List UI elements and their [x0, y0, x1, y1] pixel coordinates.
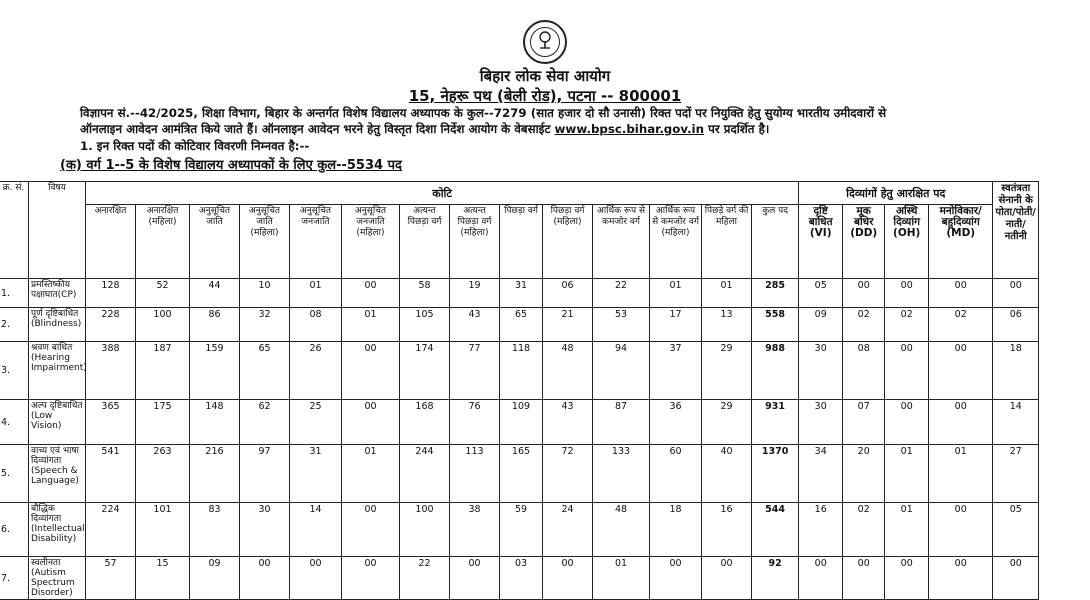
row-subject: स्वलीनता (Autism Spectrum Disorder)	[29, 557, 86, 600]
row-total-cell: 1370	[752, 445, 799, 503]
row-value-cell: 00	[885, 400, 929, 445]
row-value-cell: 175	[136, 400, 190, 445]
col-header-unreserved: अनारक्षित	[86, 205, 136, 279]
row-value-cell: 128	[86, 279, 136, 308]
row-serial: 1.	[0, 279, 29, 308]
row-value-cell: 31	[500, 279, 543, 308]
row-value-cell: 118	[500, 342, 543, 400]
col-header-bc-female: पिछड़ा वर्ग (महिला)	[543, 205, 593, 279]
row-value-cell: 105	[400, 308, 450, 342]
row-value-cell: 388	[86, 342, 136, 400]
row-subject: श्रवण बाधित (Hearing Impairment)	[29, 342, 86, 400]
row-value-cell: 59	[500, 503, 543, 557]
notice-line-2	[80, 121, 769, 137]
row-value-cell: 224	[86, 503, 136, 557]
row-value-cell: 38	[450, 503, 500, 557]
row-subject: अल्प दृष्टिबाधित (Low Vision)	[29, 400, 86, 445]
row-value-cell: 00	[342, 279, 400, 308]
row-value-cell: 07	[843, 400, 885, 445]
table-row	[0, 342, 1039, 400]
tree-emblem-icon	[537, 31, 553, 49]
row-value-cell: 00	[342, 400, 400, 445]
row-value-cell: 60	[650, 445, 702, 503]
row-value-cell: 02	[843, 503, 885, 557]
group-header-divyang: दिव्यांगों हेतु आरक्षित पद	[799, 182, 993, 205]
row-value-cell: 187	[136, 342, 190, 400]
row-value-cell: 15	[136, 557, 190, 600]
row-value-cell: 30	[799, 400, 843, 445]
row-value-cell: 00	[885, 279, 929, 308]
row-value-cell: 159	[190, 342, 240, 400]
row-value-cell: 18	[993, 342, 1039, 400]
row-value-cell: 20	[843, 445, 885, 503]
row-value-cell: 100	[400, 503, 450, 557]
row-value-cell: 05	[993, 503, 1039, 557]
row-value-cell: 13	[702, 308, 752, 342]
col-header-st-female: अनुसूचित जनजाति (महिला)	[342, 205, 400, 279]
row-value-cell: 148	[190, 400, 240, 445]
section-heading-count: 5534 पद	[346, 158, 402, 173]
col-header-bc-women: पिछड़े वर्ग की महिला	[702, 205, 752, 279]
row-total-cell: 558	[752, 308, 799, 342]
row-subject: बौद्धिक दिव्यांगता (Intellectual Disability)	[29, 503, 86, 557]
row-serial: 7.	[0, 557, 29, 600]
row-value-cell: 216	[190, 445, 240, 503]
row-serial: 4.	[0, 400, 29, 445]
row-value-cell: 87	[593, 400, 650, 445]
row-value-cell: 48	[543, 342, 593, 400]
col-header-oh: अस्थि दिव्यांग (OH)	[885, 205, 929, 279]
row-value-cell: 09	[799, 308, 843, 342]
row-value-cell: 43	[450, 308, 500, 342]
row-value-cell: 02	[843, 308, 885, 342]
row-value-cell: 133	[593, 445, 650, 503]
row-value-cell: 00	[450, 557, 500, 600]
row-value-cell: 01	[593, 557, 650, 600]
row-value-cell: 00	[993, 557, 1039, 600]
row-value-cell: 18	[650, 503, 702, 557]
row-value-cell: 29	[702, 400, 752, 445]
row-value-cell: 53	[593, 308, 650, 342]
row-value-cell: 00	[342, 342, 400, 400]
commission-title: बिहार लोक सेवा आयोग	[479, 67, 611, 85]
row-value-cell: 244	[400, 445, 450, 503]
row-value-cell: 58	[400, 279, 450, 308]
row-value-cell: 00	[342, 557, 400, 600]
row-value-cell: 02	[885, 308, 929, 342]
row-value-cell: 01	[650, 279, 702, 308]
row-value-cell: 01	[342, 445, 400, 503]
row-value-cell: 17	[650, 308, 702, 342]
row-value-cell: 31	[290, 445, 342, 503]
row-value-cell: 14	[993, 400, 1039, 445]
row-value-cell: 01	[885, 503, 929, 557]
table-row	[0, 557, 1039, 600]
row-value-cell: 01	[290, 279, 342, 308]
row-value-cell: 30	[799, 342, 843, 400]
row-value-cell: 52	[136, 279, 190, 308]
col-header-ebc: अत्यन्त पिछड़ा वर्ग	[400, 205, 450, 279]
row-value-cell: 263	[136, 445, 190, 503]
notice-line-2-prefix: ऑनलाइन आवेदन आमंत्रित किये जाते हैं। ऑनलाइन आवेदन भरने हेतु विस्तृत दिशा निर्देश आयोग के वेबसाईट	[80, 122, 551, 136]
row-value-cell: 40	[702, 445, 752, 503]
row-value-cell: 100	[136, 308, 190, 342]
row-value-cell: 27	[993, 445, 1039, 503]
notice-line-1: विज्ञापन सं.--42/2025, शिक्षा विभाग, बिहार के अन्तर्गत विशेष विद्यालय अध्यापक के कुल--7279 (सात हजार दो सौ उनासी) रिक्त पदों पर नियुक्ति हेतु सुयोग्य भारतीय उमीदवारों से	[80, 106, 887, 120]
row-serial: 5.	[0, 445, 29, 503]
row-value-cell: 00	[885, 557, 929, 600]
row-value-cell: 00	[929, 342, 993, 400]
commission-address: 15, नेहरू पथ (बेली रोड), पटना -- 800001	[408, 87, 682, 105]
row-value-cell: 22	[593, 279, 650, 308]
col-header-vi: दृष्टि बाधित (VI)	[799, 205, 843, 279]
row-value-cell: 00	[929, 503, 993, 557]
col-header-dd: मूक बधिर (DD)	[843, 205, 885, 279]
row-value-cell: 44	[190, 279, 240, 308]
row-value-cell: 541	[86, 445, 136, 503]
notice-line-3: 1. इन रिक्त पदों की कोटिवार विवरणी निम्नवत है:--	[80, 139, 310, 153]
table-row	[0, 503, 1039, 557]
row-value-cell: 08	[290, 308, 342, 342]
row-value-cell: 62	[240, 400, 290, 445]
row-value-cell: 65	[500, 308, 543, 342]
row-value-cell: 65	[240, 342, 290, 400]
row-value-cell: 228	[86, 308, 136, 342]
row-value-cell: 00	[290, 557, 342, 600]
row-value-cell: 00	[702, 557, 752, 600]
row-value-cell: 48	[593, 503, 650, 557]
row-value-cell: 00	[342, 503, 400, 557]
section-heading-prefix: (क) वर्ग 1--5 के विशेष विद्यालय अध्यापकों के लिए कुल--	[60, 158, 347, 173]
row-total-cell: 92	[752, 557, 799, 600]
row-value-cell: 00	[650, 557, 702, 600]
col-header-ews-female: आर्थिक रूप से कमजोर वर्ग (महिला)	[650, 205, 702, 279]
row-value-cell: 00	[240, 557, 290, 600]
table-row	[0, 308, 1039, 342]
col-header-serial: क्र. सं.	[0, 182, 29, 279]
row-value-cell: 00	[843, 557, 885, 600]
row-serial: 3.	[0, 342, 29, 400]
row-value-cell: 00	[929, 400, 993, 445]
row-total-cell: 285	[752, 279, 799, 308]
row-total-cell: 544	[752, 503, 799, 557]
row-value-cell: 77	[450, 342, 500, 400]
row-value-cell: 19	[450, 279, 500, 308]
row-value-cell: 16	[799, 503, 843, 557]
row-value-cell: 57	[86, 557, 136, 600]
row-value-cell: 36	[650, 400, 702, 445]
row-value-cell: 37	[650, 342, 702, 400]
row-value-cell: 101	[136, 503, 190, 557]
row-value-cell: 43	[543, 400, 593, 445]
vacancy-table	[0, 181, 1039, 600]
table-row	[0, 279, 1039, 308]
col-header-ebc-female: अत्यन्त पिछड़ा वर्ग (महिला)	[450, 205, 500, 279]
col-header-freedom-fighter: स्वतंत्रता सेनानी के पोता/पोती/नाती/नतीनी	[993, 182, 1039, 279]
col-header-md: मनोविकार/ बहुदिव्यांग (MD)	[929, 205, 993, 279]
row-value-cell: 26	[290, 342, 342, 400]
row-value-cell: 365	[86, 400, 136, 445]
row-value-cell: 00	[929, 279, 993, 308]
row-value-cell: 03	[500, 557, 543, 600]
row-value-cell: 113	[450, 445, 500, 503]
row-subject: पूर्ण दृष्टिबाधित (Blindness)	[29, 308, 86, 342]
row-total-cell: 931	[752, 400, 799, 445]
row-value-cell: 00	[885, 342, 929, 400]
row-value-cell: 00	[929, 557, 993, 600]
row-value-cell: 32	[240, 308, 290, 342]
vacancy-table-body	[0, 279, 1039, 600]
row-value-cell: 01	[702, 279, 752, 308]
row-value-cell: 109	[500, 400, 543, 445]
row-value-cell: 76	[450, 400, 500, 445]
row-value-cell: 16	[702, 503, 752, 557]
row-total-cell: 988	[752, 342, 799, 400]
row-value-cell: 94	[593, 342, 650, 400]
bpsc-seal-logo	[523, 20, 567, 64]
col-header-unreserved-female: अनारक्षित (महिला)	[136, 205, 190, 279]
row-value-cell: 09	[190, 557, 240, 600]
row-value-cell: 00	[843, 279, 885, 308]
website-link[interactable]: www.bpsc.bihar.gov.in	[554, 122, 705, 136]
row-value-cell: 34	[799, 445, 843, 503]
col-header-bc: पिछड़ा वर्ग	[500, 205, 543, 279]
notice-line-2-suffix: पर प्रदर्शित है।	[708, 122, 770, 136]
row-value-cell: 30	[240, 503, 290, 557]
row-value-cell: 01	[885, 445, 929, 503]
col-header-ews: आर्थिक रूप से कमजोर वर्ग	[593, 205, 650, 279]
row-value-cell: 14	[290, 503, 342, 557]
group-header-category: कोटि	[86, 182, 799, 205]
row-value-cell: 165	[500, 445, 543, 503]
row-value-cell: 01	[342, 308, 400, 342]
row-value-cell: 05	[799, 279, 843, 308]
row-value-cell: 00	[799, 557, 843, 600]
row-value-cell: 97	[240, 445, 290, 503]
row-value-cell: 72	[543, 445, 593, 503]
row-value-cell: 83	[190, 503, 240, 557]
row-value-cell: 10	[240, 279, 290, 308]
table-row	[0, 445, 1039, 503]
row-value-cell: 29	[702, 342, 752, 400]
col-header-st: अनुसूचित जनजाति	[290, 205, 342, 279]
row-value-cell: 00	[993, 279, 1039, 308]
row-value-cell: 168	[400, 400, 450, 445]
row-value-cell: 06	[993, 308, 1039, 342]
col-header-sc: अनुसूचित जाति	[190, 205, 240, 279]
row-value-cell: 00	[543, 557, 593, 600]
col-header-sc-female: अनुसूचित जाति (महिला)	[240, 205, 290, 279]
row-value-cell: 08	[843, 342, 885, 400]
row-subject: प्रमस्तिष्कीय पक्षाघात(CP)	[29, 279, 86, 308]
row-value-cell: 24	[543, 503, 593, 557]
row-value-cell: 02	[929, 308, 993, 342]
row-value-cell: 25	[290, 400, 342, 445]
table-row	[0, 400, 1039, 445]
row-value-cell: 86	[190, 308, 240, 342]
col-header-total: कुल पद	[752, 205, 799, 279]
row-serial: 2.	[0, 308, 29, 342]
row-value-cell: 21	[543, 308, 593, 342]
row-subject: वाच्य एवं भाषा दिव्यांगता (Speech & Language)	[29, 445, 86, 503]
row-value-cell: 22	[400, 557, 450, 600]
row-value-cell: 01	[929, 445, 993, 503]
row-value-cell: 174	[400, 342, 450, 400]
row-value-cell: 06	[543, 279, 593, 308]
section-heading	[60, 155, 402, 173]
col-header-subject: विषय	[29, 182, 86, 279]
row-serial: 6.	[0, 503, 29, 557]
